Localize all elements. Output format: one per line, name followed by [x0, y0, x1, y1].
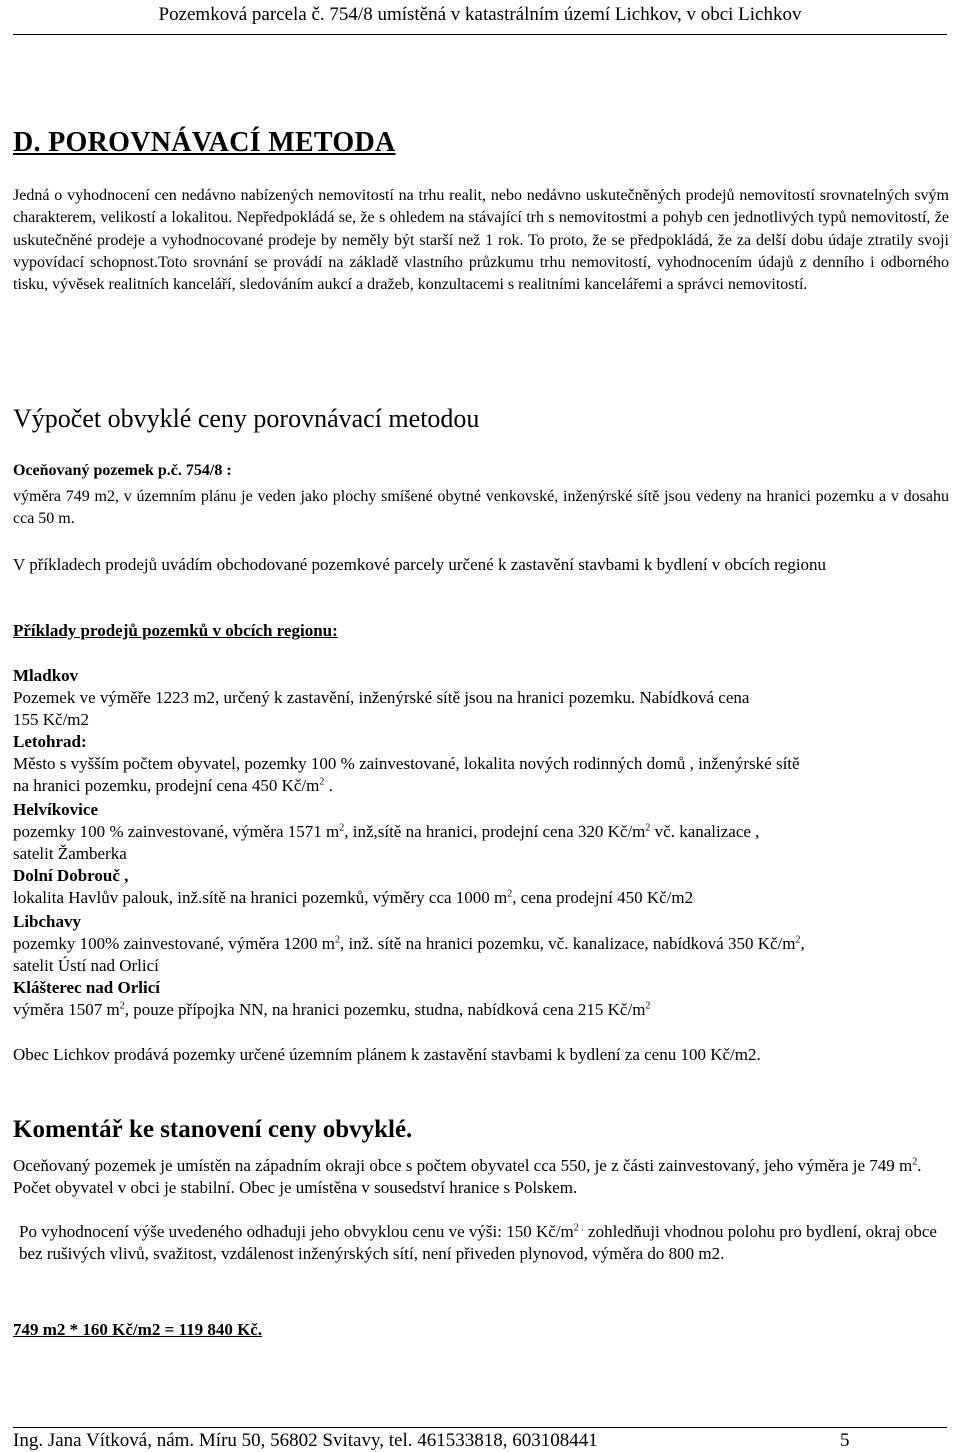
example-line: satelit Žamberka: [13, 844, 127, 863]
page-header: Pozemková parcela č. 754/8 umístěná v katastrálním území Lichkov, v obci Lichkov: [158, 4, 802, 25]
example-place: Mladkov: [13, 666, 79, 685]
example-place: Libchavy: [13, 912, 82, 931]
example-line: lokalita Havlův palouk, inž.sítě na hranici pozemků, výměry cca 1000 $m^2$, cena prodejní 450 Kč/m2: [13, 888, 694, 907]
example-line: 155 Kč/m2: [13, 710, 90, 729]
subject-description: výměra 749 m2, v územním plánu je veden jako plochy smíšené obytné venkovské, inženýrské sítě jsou vedeny na hranici pozemku a v dosahu cca 50 m.: [13, 488, 949, 528]
intro-paragraph: Jedná o vyhodnocení cen nedávno nabízených nemovitostí na trhu realit, nebo nedávno uskutečněných prodejů nemovitostí srovnatelných svým charakterem, velikostí a lokalitou. Nepředpokládá se, že s ohledem na stávající trh s nemovitostmi a pohyb cen jednotlivých typů nemovitostí, že uskutečněné prodeje a vyhodnocované prodeje by neměly být starší než 1 rok. To proto, že se předpokládá, že za delší dobu údaje ztratily svoji vypovídací schopnost.Toto srovnání se provádí na základě vlastního průzkumu trhu nemovitostí, vyhodnocením údajů z denního i odborného tisku, vývěsek realitních kanceláří, sledováním aukcí a dražeb, konzultacemi s realitními kancelářemi a správci nemovitostí.: [13, 187, 949, 294]
example-place: Letohrad:: [13, 732, 87, 751]
example-line: výměra 1507 $m^2$, pouze přípojka NN, na hranici pozemku, studna, nabídková cena 215 $Kč/m^2$: [13, 1000, 651, 1019]
example-line: na hranici pozemku, prodejní cena 450 $Kč/m^2$ .: [13, 776, 333, 795]
comment-paragraph: Oceňovaný pozemek je umístěn na západním okraji obce s počtem obyvatel cca 550, je z části zainvestovaný, jeho výměra je 749 $m^2$. Počet obyvatel v obci je stabilní. Obec je umístěna v sousedství hranice s Polskem.: [13, 1156, 922, 1198]
section-title: D. POROVNÁVACÍ METODA: [13, 127, 396, 158]
example-place: Klášterec nad Orlicí: [13, 978, 160, 997]
example-place: Dolní Dobrouč ,: [13, 866, 129, 885]
example-place: Helvíkovice: [13, 800, 98, 819]
page-number: 5: [840, 1430, 850, 1451]
example-line: satelit Ústí nad Orlicí: [13, 956, 159, 975]
footer-rule: [13, 1427, 947, 1428]
examples-heading: Příklady prodejů pozemků v obcích regionu:: [13, 621, 338, 640]
examples-intro: V příkladech prodejů uvádím obchodované pozemkové parcely určené k zastavění stavbami k bydlení v obcích regionu: [13, 555, 827, 574]
comment-title: Komentář ke stanovení ceny obvyklé.: [13, 1116, 413, 1143]
example-line: Město s vyšším počtem obyvatel, pozemky 100 % zainvestované, lokalita nových rodinných domů , inženýrské sítě: [13, 754, 800, 773]
example-line: pozemky 100 % zainvestované, výměra 1571 $m^2$, inž,sítě na hranici, prodejní cena 320 $Kč/m^2$ vč. kanalizace ,: [13, 822, 760, 841]
calc-title: Výpočet obvyklé ceny porovnávací metodou: [13, 404, 480, 433]
example-line: pozemky 100% zainvestované, výměra 1200 $m^2$, inž. sítě na hranici pozemku, vč. kanalizace, nabídková 350 $Kč/m^2$,: [13, 934, 805, 953]
header-rule: [13, 34, 947, 35]
lichkov-note: Obec Lichkov prodává pozemky určené územním plánem k zastavění stavbami k bydlení za cenu 100 Kč/m2.: [13, 1045, 761, 1064]
subject-label: Oceňovaný pozemek p.č. 754/8 :: [13, 462, 232, 479]
footer-contact: Ing. Jana Vítková, nám. Míru 50, 56802 Svitavy, tel. 461533818, 603108441: [13, 1430, 598, 1451]
price-formula: 749 m2 * 160 Kč/m2 = 119 840 Kč.: [13, 1320, 263, 1339]
example-line: Pozemek ve výměře 1223 m2, určený k zastavění, inženýrské sítě jsou na hranici pozemku. Nabídková cena: [13, 688, 750, 707]
estimate-paragraph: Po vyhodnocení výše uvedeného odhaduji jeho obvyklou cenu ve výši: 150 $Kč/m^{2 .}$ zohledňuji vhodnou polohu pro bydlení, okraj obce bez rušivých vlivů, svažitost, vzdálenost inženýrských sítí, není přiveden plynovod, výměra do 800 m2.: [19, 1222, 937, 1264]
